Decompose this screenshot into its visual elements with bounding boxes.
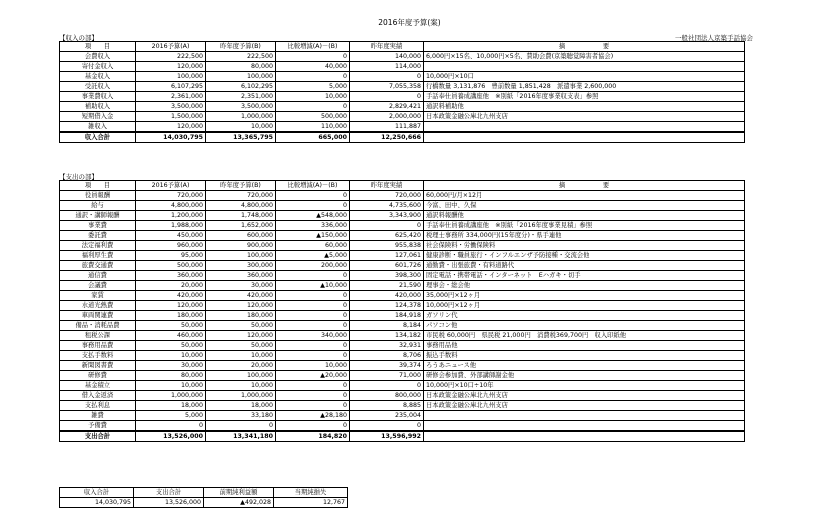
cell-note: 10,000円×12ヶ月 — [424, 301, 745, 311]
cell-budget-prev: 3,500,000 — [206, 102, 276, 112]
cell-budget-prev: 222,500 — [206, 52, 276, 62]
cell-diff: 665,000 — [276, 132, 350, 143]
cell-note: 振込手数料 — [424, 351, 745, 361]
cell-actual-prev: 720,000 — [350, 191, 424, 201]
header-row — [60, 42, 745, 52]
cell-budget-2016: 95,000 — [136, 251, 206, 261]
cell-actual-prev: 184,918 — [350, 311, 424, 321]
summary-table — [59, 487, 348, 508]
cell-diff: 500,000 — [276, 112, 350, 122]
cell-item: 福利厚生費 — [60, 251, 136, 261]
cell-item: 事業費 — [60, 221, 136, 231]
table-row — [60, 421, 745, 432]
cell-note: ろうあニュース他 — [424, 361, 745, 371]
expense-section-label: 【支出の部】 — [59, 173, 98, 181]
cell-note — [424, 122, 745, 133]
cell-budget-2016: 100,000 — [136, 72, 206, 82]
cell-diff: 184,820 — [276, 431, 350, 442]
cell-note: 事務用品他 — [424, 341, 745, 351]
cell-actual-prev: 2,829,421 — [350, 102, 424, 112]
total-row — [60, 431, 745, 442]
cell-note: 市民税 60,000円 県民税 21,000円 消費税369,700円 収入印紙他 — [424, 331, 745, 341]
table-row — [60, 92, 745, 102]
cell-budget-2016: 18,000 — [136, 401, 206, 411]
cell-budget-prev: 120,000 — [206, 331, 276, 341]
cell-actual-prev: 625,420 — [350, 231, 424, 241]
cell-budget-prev: 1,000,000 — [206, 391, 276, 401]
cell-budget-2016: 720,000 — [136, 191, 206, 201]
cell-item: 事務用品費 — [60, 341, 136, 351]
cell-budget-prev: 80,000 — [206, 62, 276, 72]
cell-item: 雑収入 — [60, 122, 136, 133]
table-row — [60, 401, 745, 411]
table-row — [60, 301, 745, 311]
cell-actual-prev: 71,000 — [350, 371, 424, 381]
cell-item: 車両関連費 — [60, 311, 136, 321]
table-row — [60, 291, 745, 301]
table-row — [60, 311, 745, 321]
cell-actual-prev: 7,055,358 — [350, 82, 424, 92]
cell-actual-prev: 127,061 — [350, 251, 424, 261]
cell-note: パソコン他 — [424, 321, 745, 331]
summary-header-expense-total: 支出合計 — [134, 488, 204, 498]
cell-note: 手話奉仕員養成講座他 ※別紙「2016年度事業収支表」参照 — [424, 92, 745, 102]
cell-note: 税理士事務所 334,000円(15年度分)・県手連他 — [424, 231, 745, 241]
cell-budget-prev: 4,800,000 — [206, 201, 276, 211]
cell-note: 6,000円×15名、10,000円×5名、賛助会費(京築聴覚障害者協会) — [424, 52, 745, 62]
cell-budget-prev: 10,000 — [206, 122, 276, 133]
cell-note: 通勤費・出張旅費・有料道路代 — [424, 261, 745, 271]
table-row — [60, 102, 745, 112]
cell-budget-prev: 300,000 — [206, 261, 276, 271]
cell-budget-prev: 50,000 — [206, 321, 276, 331]
summary-value-row — [60, 498, 348, 508]
cell-diff: 0 — [276, 401, 350, 411]
cell-actual-prev: 21,590 — [350, 281, 424, 291]
cell-diff: 0 — [276, 321, 350, 331]
table-row — [60, 271, 745, 281]
cell-actual-prev: 0 — [350, 92, 424, 102]
cell-budget-2016: 50,000 — [136, 321, 206, 331]
cell-budget-prev: 100,000 — [206, 72, 276, 82]
cell-item: 租税公課 — [60, 331, 136, 341]
table-row — [60, 112, 745, 122]
cell-actual-prev: 420,000 — [350, 291, 424, 301]
cell-item: 補助収入 — [60, 102, 136, 112]
cell-note: 固定電話・携帯電話・インターネット Eハガキ・切手 — [424, 271, 745, 281]
cell-budget-2016: 120,000 — [136, 62, 206, 72]
cell-diff: ▲150,000 — [276, 231, 350, 241]
cell-item: 基金積立 — [60, 381, 136, 391]
cell-budget-prev: 13,365,795 — [206, 132, 276, 143]
cell-actual-prev: 12,250,666 — [350, 132, 424, 143]
cell-budget-2016: 14,030,795 — [136, 132, 206, 143]
cell-diff: ▲548,000 — [276, 211, 350, 221]
cell-actual-prev: 124,378 — [350, 301, 424, 311]
cell-note: 行橋数量 3,131,876 豊前数量 1,851,428 派遣事業 2,600,000 — [424, 82, 745, 92]
cell-budget-2016: 1,988,000 — [136, 221, 206, 231]
cell-budget-prev: 10,000 — [206, 351, 276, 361]
table-row — [60, 52, 745, 62]
cell-budget-2016: 1,000,000 — [136, 391, 206, 401]
expense-table — [59, 180, 745, 442]
table-row — [60, 62, 745, 72]
cell-budget-2016: 1,200,000 — [136, 211, 206, 221]
cell-budget-prev: 2,351,000 — [206, 92, 276, 102]
cell-item: 通訳・講師報酬 — [60, 211, 136, 221]
summary-header-income-total: 収入合計 — [60, 488, 134, 498]
cell-diff: 200,000 — [276, 261, 350, 271]
cell-item: 収入合計 — [60, 132, 136, 143]
cell-diff: 10,000 — [276, 361, 350, 371]
cell-diff: 0 — [276, 201, 350, 211]
cell-note: 理事会・総会他 — [424, 281, 745, 291]
cell-note: 今富、田中、久保 — [424, 201, 745, 211]
cell-note: 10,000円×10口÷10年 — [424, 381, 745, 391]
cell-actual-prev: 0 — [350, 421, 424, 432]
cell-note: 日本政策金融公庫北九州支店 — [424, 391, 745, 401]
cell-budget-prev: 100,000 — [206, 371, 276, 381]
cell-item: 受託収入 — [60, 82, 136, 92]
cell-actual-prev: 140,000 — [350, 52, 424, 62]
cell-diff: 0 — [276, 381, 350, 391]
cell-item: 借入金返済 — [60, 391, 136, 401]
summary-header-current-loss: 当期純損失 — [274, 488, 348, 498]
page-title: 2016年度予算(案) — [378, 18, 441, 27]
cell-diff: 60,000 — [276, 241, 350, 251]
cell-budget-2016: 6,107,295 — [136, 82, 206, 92]
cell-item: 雑費 — [60, 411, 136, 421]
cell-budget-2016: 5,000 — [136, 411, 206, 421]
cell-diff: 比較増減(A)－(B) — [276, 181, 350, 191]
cell-note: 摘 要 — [424, 42, 745, 52]
cell-budget-prev: 13,341,180 — [206, 431, 276, 442]
cell-budget-2016: 50,000 — [136, 341, 206, 351]
cell-note: 健康診断・職員旅行・インフルエンザ予防接種・交流会他 — [424, 251, 745, 261]
cell-note: 手話奉仕員養成講座他 ※別紙「2016年度事業見積」参照 — [424, 221, 745, 231]
income-section-label: 【収入の部】 — [59, 34, 98, 42]
cell-actual-prev: 4,735,600 — [350, 201, 424, 211]
cell-actual-prev: 0 — [350, 72, 424, 82]
cell-note: 摘 要 — [424, 181, 745, 191]
cell-diff: 比較増減(A)－(B) — [276, 42, 350, 52]
cell-budget-2016: 80,000 — [136, 371, 206, 381]
cell-budget-prev: 0 — [206, 421, 276, 432]
table-row — [60, 411, 745, 421]
summary-value-prior-profit: ▲492,028 — [204, 498, 274, 508]
cell-diff: 0 — [276, 191, 350, 201]
cell-note — [424, 411, 745, 421]
table-row — [60, 251, 745, 261]
cell-budget-2016: 120,000 — [136, 122, 206, 133]
cell-note: 通訳料補助他 — [424, 102, 745, 112]
table-row — [60, 82, 745, 92]
cell-budget-2016: 2016予算(A) — [136, 42, 206, 52]
cell-note: 35,000円×12ヶ月 — [424, 291, 745, 301]
summary-value-income-total: 14,030,795 — [60, 498, 134, 508]
cell-budget-2016: 222,500 — [136, 52, 206, 62]
cell-actual-prev: 32,931 — [350, 341, 424, 351]
cell-budget-prev: 18,000 — [206, 401, 276, 411]
cell-actual-prev: 235,004 — [350, 411, 424, 421]
cell-actual-prev: 8,885 — [350, 401, 424, 411]
cell-diff: 5,000 — [276, 82, 350, 92]
cell-diff: 336,000 — [276, 221, 350, 231]
table-row — [60, 391, 745, 401]
cell-diff: 110,000 — [276, 122, 350, 133]
cell-note: 通訳料報酬他 — [424, 211, 745, 221]
cell-diff: ▲10,000 — [276, 281, 350, 291]
cell-budget-2016: 4,800,000 — [136, 201, 206, 211]
table-row — [60, 381, 745, 391]
cell-diff: 0 — [276, 421, 350, 432]
cell-actual-prev: 0 — [350, 221, 424, 231]
cell-budget-prev: 1,652,000 — [206, 221, 276, 231]
cell-diff: 0 — [276, 72, 350, 82]
cell-actual-prev: 39,374 — [350, 361, 424, 371]
cell-item: 法定福利費 — [60, 241, 136, 251]
cell-diff: ▲20,000 — [276, 371, 350, 381]
table-row — [60, 371, 745, 381]
cell-item: 役員報酬 — [60, 191, 136, 201]
cell-item: 水道光熱費 — [60, 301, 136, 311]
cell-budget-prev: 100,000 — [206, 251, 276, 261]
cell-actual-prev: 398,300 — [350, 271, 424, 281]
income-table — [59, 41, 745, 143]
cell-budget-prev: 20,000 — [206, 361, 276, 371]
cell-item: 基金収入 — [60, 72, 136, 82]
table-row — [60, 281, 745, 291]
table-row — [60, 351, 745, 361]
cell-item: 会費収入 — [60, 52, 136, 62]
cell-diff: 10,000 — [276, 92, 350, 102]
table-row — [60, 261, 745, 271]
summary-value-current-loss: 12,767 — [274, 498, 348, 508]
cell-budget-prev: 6,102,295 — [206, 82, 276, 92]
cell-diff: ▲5,000 — [276, 251, 350, 261]
cell-item: 事業費収入 — [60, 92, 136, 102]
cell-budget-2016: 2016予算(A) — [136, 181, 206, 191]
cell-diff: 0 — [276, 291, 350, 301]
cell-diff: 0 — [276, 311, 350, 321]
cell-note: 研修会参加費、外部講師謝金他 — [424, 371, 745, 381]
cell-budget-prev: 10,000 — [206, 381, 276, 391]
cell-actual-prev: 114,000 — [350, 62, 424, 72]
table-row — [60, 331, 745, 341]
cell-budget-2016: 360,000 — [136, 271, 206, 281]
cell-item: 家賃 — [60, 291, 136, 301]
cell-diff: 0 — [276, 341, 350, 351]
cell-item: 研修費 — [60, 371, 136, 381]
cell-actual-prev: 3,343,900 — [350, 211, 424, 221]
cell-item: 支払利息 — [60, 401, 136, 411]
cell-diff: 0 — [276, 351, 350, 361]
cell-budget-prev: 180,000 — [206, 311, 276, 321]
cell-budget-prev: 昨年度予算(B) — [206, 42, 276, 52]
cell-budget-prev: 30,000 — [206, 281, 276, 291]
summary-header-prior-profit: 前期純利益額 — [204, 488, 274, 498]
cell-actual-prev: 昨年度実績 — [350, 181, 424, 191]
summary-header-row — [60, 488, 348, 498]
cell-budget-2016: 180,000 — [136, 311, 206, 321]
cell-actual-prev: 2,000,000 — [350, 112, 424, 122]
cell-item: 項 目 — [60, 42, 136, 52]
table-row — [60, 211, 745, 221]
cell-item: 新聞図書費 — [60, 361, 136, 371]
header-row — [60, 181, 745, 191]
cell-note: 社会保険料・労働保険料 — [424, 241, 745, 251]
cell-diff: 0 — [276, 301, 350, 311]
cell-diff: 340,000 — [276, 331, 350, 341]
cell-budget-2016: 420,000 — [136, 291, 206, 301]
cell-actual-prev: 955,838 — [350, 241, 424, 251]
cell-actual-prev: 8,706 — [350, 351, 424, 361]
table-row — [60, 361, 745, 371]
cell-budget-2016: 0 — [136, 421, 206, 432]
cell-item: 支払手数料 — [60, 351, 136, 361]
table-row — [60, 191, 745, 201]
cell-note — [424, 62, 745, 72]
cell-budget-prev: 33,180 — [206, 411, 276, 421]
cell-actual-prev: 601,726 — [350, 261, 424, 271]
table-row — [60, 231, 745, 241]
cell-note: 60,000円/月×12月 — [424, 191, 745, 201]
cell-budget-2016: 2,361,000 — [136, 92, 206, 102]
cell-budget-2016: 120,000 — [136, 301, 206, 311]
cell-note: 日本政策金融公庫北九州支店 — [424, 112, 745, 122]
cell-budget-2016: 13,526,000 — [136, 431, 206, 442]
cell-item: 備品・消耗品費 — [60, 321, 136, 331]
cell-note — [424, 431, 745, 442]
cell-note: 10,000円×10口 — [424, 72, 745, 82]
cell-budget-prev: 50,000 — [206, 341, 276, 351]
cell-budget-2016: 500,000 — [136, 261, 206, 271]
cell-actual-prev: 800,000 — [350, 391, 424, 401]
organization-name: 一般社団法人京築手話協会 — [675, 34, 753, 42]
table-row — [60, 221, 745, 231]
cell-note: 日本政策金融公庫北九州支店 — [424, 401, 745, 411]
cell-budget-prev: 昨年度予算(B) — [206, 181, 276, 191]
cell-item: 会議費 — [60, 281, 136, 291]
cell-budget-prev: 420,000 — [206, 291, 276, 301]
cell-diff: 40,000 — [276, 62, 350, 72]
cell-actual-prev: 0 — [350, 381, 424, 391]
table-row — [60, 321, 745, 331]
cell-budget-prev: 120,000 — [206, 301, 276, 311]
table-row — [60, 72, 745, 82]
cell-actual-prev: 13,596,992 — [350, 431, 424, 442]
cell-budget-2016: 20,000 — [136, 281, 206, 291]
table-row — [60, 241, 745, 251]
table-row — [60, 341, 745, 351]
cell-budget-2016: 460,000 — [136, 331, 206, 341]
cell-diff: 0 — [276, 102, 350, 112]
cell-budget-2016: 450,000 — [136, 231, 206, 241]
cell-item: 委託費 — [60, 231, 136, 241]
cell-budget-2016: 10,000 — [136, 381, 206, 391]
cell-budget-prev: 720,000 — [206, 191, 276, 201]
cell-budget-2016: 960,000 — [136, 241, 206, 251]
cell-item: 旅費交通費 — [60, 261, 136, 271]
cell-budget-prev: 600,000 — [206, 231, 276, 241]
cell-item: 項 目 — [60, 181, 136, 191]
cell-budget-2016: 10,000 — [136, 351, 206, 361]
cell-item: 予備費 — [60, 421, 136, 432]
cell-diff: 0 — [276, 271, 350, 281]
total-row — [60, 132, 745, 143]
cell-diff: ▲28,180 — [276, 411, 350, 421]
cell-item: 支出合計 — [60, 431, 136, 442]
cell-actual-prev: 134,182 — [350, 331, 424, 341]
cell-actual-prev: 111,887 — [350, 122, 424, 133]
table-row — [60, 122, 745, 133]
cell-budget-prev: 900,000 — [206, 241, 276, 251]
cell-item: 短期借入金 — [60, 112, 136, 122]
cell-actual-prev: 昨年度実績 — [350, 42, 424, 52]
cell-note: ガソリン代 — [424, 311, 745, 321]
cell-actual-prev: 8,184 — [350, 321, 424, 331]
summary-value-expense-total: 13,526,000 — [134, 498, 204, 508]
cell-item: 通信費 — [60, 271, 136, 281]
cell-budget-2016: 1,500,000 — [136, 112, 206, 122]
cell-budget-prev: 360,000 — [206, 271, 276, 281]
cell-diff: 0 — [276, 52, 350, 62]
cell-item: 給与 — [60, 201, 136, 211]
table-row — [60, 201, 745, 211]
cell-budget-2016: 30,000 — [136, 361, 206, 371]
cell-note — [424, 132, 745, 143]
cell-item: 寄付金収入 — [60, 62, 136, 72]
cell-budget-prev: 1,748,000 — [206, 211, 276, 221]
cell-budget-prev: 1,000,000 — [206, 112, 276, 122]
cell-diff: 0 — [276, 391, 350, 401]
cell-note — [424, 421, 745, 432]
cell-budget-2016: 3,500,000 — [136, 102, 206, 112]
